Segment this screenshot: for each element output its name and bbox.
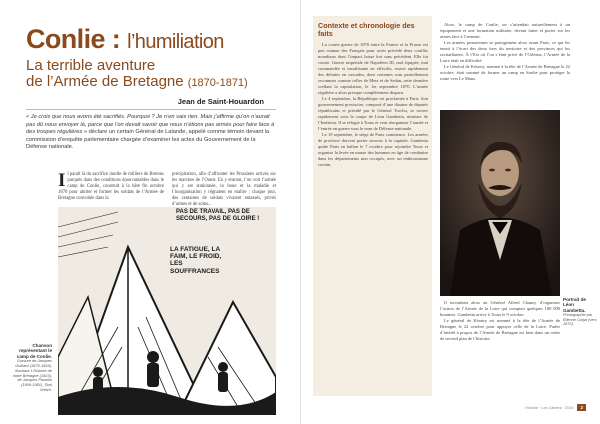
engraving-caption-middle: LA FATIGUE, LA FAIM, LE FROID, LES SOUFFRANCES <box>170 246 222 275</box>
right-bottom-paragraph: Le général de Kératry est nommé à la tête de l’Armée de Bretagne le 22 octobre pour appuyer celle de la Loire. Parler d’intérêt à propos de l’Armée de Bretagne est bien dans un ordre de second plan de l’histoire. <box>440 318 560 341</box>
article-title <box>26 24 224 55</box>
gambetta-portrait <box>440 110 560 296</box>
lead-rest: déclare un certain Général de Lalande, appelé comme témoin devant la commission d’enquête parlementaire chargée d’examiner les actes du Gouvernement de la Défense nationale. <box>26 129 270 151</box>
right-paragraph: Le Général de Kératry, nommé à la tête de l’Armée de Bretagne le 22 octobre, était sommé de former un camp en Sarthe pour protéger la route vers Le Mans. <box>440 64 570 81</box>
page-gutter <box>300 0 301 424</box>
engraving-artwork <box>58 207 276 415</box>
context-title: Contexte et chronologie des faits <box>318 21 415 39</box>
title-divider <box>26 109 276 110</box>
right-top-column <box>440 22 570 82</box>
article-subtitle <box>26 58 248 91</box>
engraving-caption-body: Gravure de Jacques Guillard (1879-1945), illustrant L’Histoire de notre Bretagne (1923), de Jacques Pasolini (1906-1981), Skol Vreizh. <box>12 358 52 392</box>
engraving-caption-top: PAS DE TRAVAIL, PAS DE SECOURS, PAS DE GLOIRE ! <box>176 209 260 222</box>
title-part-2: l’humiliation <box>127 31 224 53</box>
portrait-artwork <box>440 110 560 296</box>
engraving-caption <box>10 343 52 393</box>
engraving-illustration <box>58 207 276 415</box>
engraving-caption-title: Chanson représentant le camp de Conlie. <box>16 343 52 359</box>
author-byline: Jean de Saint-Houardon <box>177 97 264 106</box>
footer-magazine: Histoire · Les Cahiers · 2016 <box>525 405 574 410</box>
subtitle-line-2 <box>26 74 248 91</box>
context-paragraph: Le 4 septembre, la République est proclamée à Paris. Son gouvernement provisoire, composé d’une dizaine de députés républicains et présidé par le Général Trochu, se trouve rapidement sous la coupe de Léon Gambetta, ministre de l’Intérieur. Il se réfugie à Tours et veut réorganiser l’armée et l’entrée en guerre sous le nom de Défense nationale. <box>318 96 428 131</box>
subtitle-line-1: La terrible aventure <box>26 57 156 74</box>
page-number: 2 <box>577 404 586 411</box>
context-paragraph: Le 19 septembre, le siège de Paris commence. Les armées de province doivent porter secours à la capitale. Gambetta quitte Paris en ballon le 7 octobre pour rejoindre Tours et organise la levée en masse des hommes en âge de combattre dans les départements non occupés, avec un enthousiasme certain. <box>318 132 428 167</box>
portrait-caption <box>563 297 597 327</box>
context-body <box>318 42 428 168</box>
subtitle-line-2-text: de l’Armée de Bretagne <box>26 73 184 90</box>
right-bottom-paragraph: Il incombait alors au Général Alfred Chanzy d’organiser l’action de l’Armée de la Loire qui comptait quelques 180 000 hommes. Gambetta arrive à Tours le 9 octobre. <box>440 300 560 317</box>
page-footer <box>525 404 586 411</box>
lead-quote: « Je crois que nous avons été sacrifiés. Pourquoi ? Je n’en sais rien. Mais j’affirme qu’on n’aurait pas dû nous envoyer là, parce que l’on devait savoir que nous n’étions pas armés pour faire face à des troupes régulières » <box>26 114 275 136</box>
context-paragraph: La courte guerre de 1870 entre la France et la Prusse est peu connue des Français pour avoir précédé deux conflits mondiaux dont l’impact laisse fort sans précédent. Elle fut courte. Guerre impériale de Napoléon III, mal équipée, mal commandée et insuffisante en effectifs, essuie rapidement des défaites en cascades, dont certaines sont partiellement reconnues comme celles de Metz et de Sedan, cette dernière scellant la capitulation, le 1er septembre 1870. L’armée régulière a alors presque complètement disparu. <box>318 42 428 95</box>
drop-cap: I <box>58 170 66 191</box>
subtitle-years: (1870-1871) <box>187 77 248 89</box>
lead-paragraph <box>26 114 276 152</box>
right-paragraph: Alors, le camp de Conlie, on s’attendait naturellement à un équipement et une formation militaire, devant lutter et porter sur les armes face à l’ennemi. <box>440 22 570 39</box>
title-part-1: Conlie : <box>26 24 121 54</box>
right-bottom-column <box>440 300 560 342</box>
body-column-1-text: l paraît là du sacrifice inutile de milliers de Bretons parqués dans des conditions épouvantables dans le camp de Conlie, construit à la hâte fin octobre 1870 pour abriter et former les soldats de l’Armée de Bretagne convoitée dans la <box>58 172 164 202</box>
body-column-2: précipitation, afin d’affronter les Prussiens arrivés sur les marches de l’Ouest. En y entrant, l’on voit l’armée qui y est stationnée, la boue et la maladie et l’inorganisation y régnaient en maître ; chaque jour, des centaines de soldats vivaient entassés, privés d’armes et de soins... <box>172 172 276 208</box>
portrait-caption-title: Portrait de Léon Gambetta. <box>563 297 586 313</box>
portrait-caption-body: Photographie par Étienne Carjat (vers 1870). <box>563 313 597 327</box>
right-paragraph: Les armées prussiennes se partageaient alors avant Paris, ce qui les tenait à l’écart des deux tiers du territoire et des provinces qui les ravitaillaient. À l’Est où l’on s’était privé de l’Orléans, l’Armée de la Loire était en difficulté. <box>440 40 570 63</box>
body-column-1 <box>58 172 164 202</box>
